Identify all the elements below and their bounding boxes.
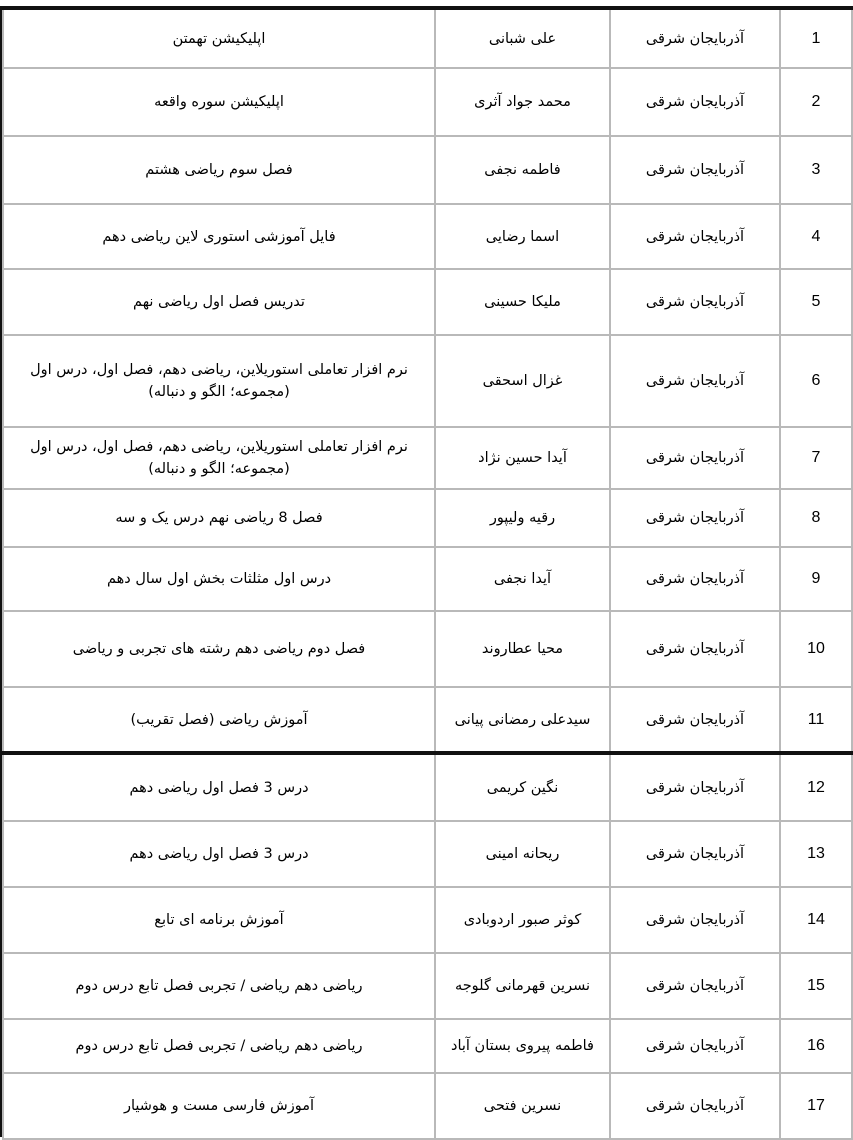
province-cell: آذربایجان شرقی (610, 611, 780, 687)
name-cell: نسرین قهرمانی گلوجه (435, 953, 610, 1019)
title-cell: آموزش برنامه ای تابع (3, 887, 435, 953)
name-cell: اسما رضایی (435, 204, 610, 269)
table-row (3, 547, 852, 611)
title-cell: اپلیکیشن سوره واقعه (3, 68, 435, 136)
row-number: 13 (780, 821, 852, 887)
row-number: 10 (780, 611, 852, 687)
table-row (3, 136, 852, 204)
participants-table (2, 6, 853, 1140)
row-number: 11 (780, 687, 852, 753)
row-number: 9 (780, 547, 852, 611)
province-cell: آذربایجان شرقی (610, 953, 780, 1019)
row-number: 15 (780, 953, 852, 1019)
province-cell: آذربایجان شرقی (610, 1073, 780, 1139)
name-cell: سیدعلی رمضانی پیانی (435, 687, 610, 753)
province-cell: آذربایجان شرقی (610, 1019, 780, 1073)
province-cell: آذربایجان شرقی (610, 269, 780, 335)
row-number: 1 (780, 8, 852, 68)
title-cell: فصل 8 ریاضی نهم درس یک و سه (3, 489, 435, 547)
name-cell: ریحانه امینی (435, 821, 610, 887)
title-cell: آموزش ریاضی (فصل تقریب) (3, 687, 435, 753)
table-row (3, 1073, 852, 1139)
row-number: 6 (780, 335, 852, 427)
table-row (3, 427, 852, 489)
province-cell: آذربایجان شرقی (610, 753, 780, 821)
title-cell: نرم افزار تعاملی استوریلاین، ریاضی دهم، فصل اول، درس اول (مجموعه؛ الگو و دنباله) (3, 427, 435, 489)
table-row (3, 687, 852, 753)
row-number: 16 (780, 1019, 852, 1073)
title-cell: نرم افزار تعاملی استوریلاین، ریاضی دهم، فصل اول، درس اول (مجموعه؛ الگو و دنباله) (3, 335, 435, 427)
title-cell: اپلیکیشن تهمتن (3, 8, 435, 68)
title-cell: درس 3 فصل اول ریاضی دهم (3, 753, 435, 821)
province-cell: آذربایجان شرقی (610, 427, 780, 489)
province-cell: آذربایجان شرقی (610, 204, 780, 269)
title-cell: ریاضی دهم ریاضی / تجربی فصل تابع درس دوم (3, 953, 435, 1019)
table-row (3, 68, 852, 136)
province-cell: آذربایجان شرقی (610, 489, 780, 547)
name-cell: رقیه ولیپور (435, 489, 610, 547)
province-cell: آذربایجان شرقی (610, 547, 780, 611)
table-row (3, 335, 852, 427)
name-cell: محمد جواد آثری (435, 68, 610, 136)
name-cell: علی شبانی (435, 8, 610, 68)
table-row (3, 611, 852, 687)
table-row (3, 1019, 852, 1073)
row-number: 5 (780, 269, 852, 335)
table-row (3, 489, 852, 547)
table-body (3, 8, 852, 1139)
title-cell: فصل دوم ریاضی دهم رشته های تجربی و ریاضی (3, 611, 435, 687)
row-number: 8 (780, 489, 852, 547)
table-row (3, 8, 852, 68)
name-cell: کوثر صبور اردوبادی (435, 887, 610, 953)
name-cell: ملیکا حسینی (435, 269, 610, 335)
table-row (3, 953, 852, 1019)
province-cell: آذربایجان شرقی (610, 821, 780, 887)
row-number: 17 (780, 1073, 852, 1139)
row-number: 2 (780, 68, 852, 136)
province-cell: آذربایجان شرقی (610, 136, 780, 204)
title-cell: تدریس فصل اول ریاضی نهم (3, 269, 435, 335)
name-cell: محیا عطاروند (435, 611, 610, 687)
title-cell: فایل آموزشی استوری لاین ریاضی دهم (3, 204, 435, 269)
name-cell: فاطمه نجفی (435, 136, 610, 204)
name-cell: غزال اسحقی (435, 335, 610, 427)
name-cell: آیدا حسین نژاد (435, 427, 610, 489)
title-cell: فصل سوم ریاضی هشتم (3, 136, 435, 204)
table-row (3, 204, 852, 269)
name-cell: آیدا نجفی (435, 547, 610, 611)
row-number: 3 (780, 136, 852, 204)
title-cell: درس اول مثلثات بخش اول سال دهم (3, 547, 435, 611)
name-cell: فاطمه پیروی بستان آباد (435, 1019, 610, 1073)
title-cell: درس 3 فصل اول ریاضی دهم (3, 821, 435, 887)
province-cell: آذربایجان شرقی (610, 8, 780, 68)
title-cell: ریاضی دهم ریاضی / تجربی فصل تابع درس دوم (3, 1019, 435, 1073)
province-cell: آذربایجان شرقی (610, 687, 780, 753)
table-row (3, 821, 852, 887)
table-row (3, 753, 852, 821)
name-cell: نگین کریمی (435, 753, 610, 821)
province-cell: آذربایجان شرقی (610, 887, 780, 953)
row-number: 7 (780, 427, 852, 489)
title-cell: آموزش فارسی مست و هوشیار (3, 1073, 435, 1139)
province-cell: آذربایجان شرقی (610, 68, 780, 136)
row-number: 12 (780, 753, 852, 821)
name-cell: نسرین فتحی (435, 1073, 610, 1139)
table-row (3, 887, 852, 953)
province-cell: آذربایجان شرقی (610, 335, 780, 427)
row-number: 14 (780, 887, 852, 953)
row-number: 4 (780, 204, 852, 269)
table-row (3, 269, 852, 335)
